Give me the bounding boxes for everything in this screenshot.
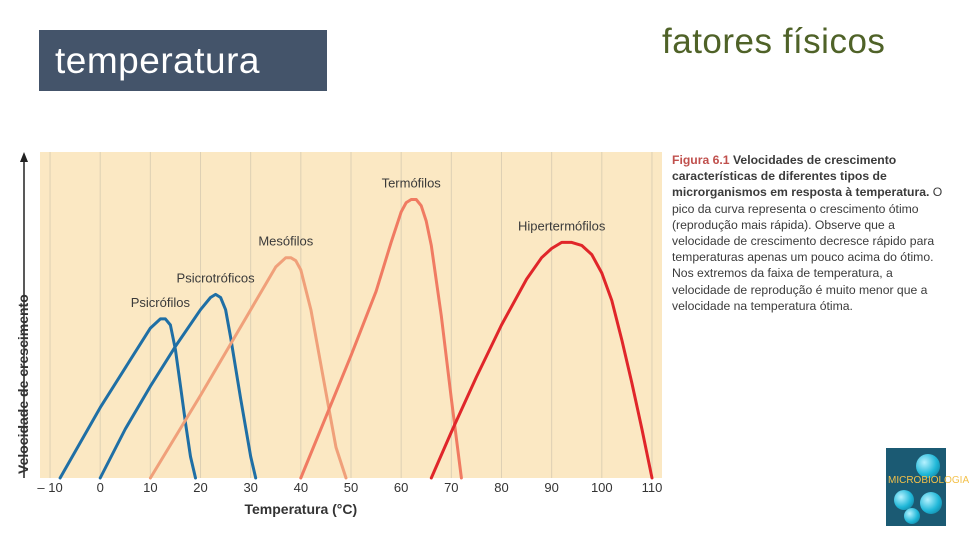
slide-title-box (39, 30, 327, 91)
slide-heading: fatores físicos (662, 22, 886, 61)
temperature-growth-chart (0, 140, 670, 530)
x-tick-label: – 10 (37, 480, 63, 495)
book-cover-text: MICROBIOLOGIA (888, 475, 969, 486)
slide-title: temperatura (55, 40, 260, 81)
caption-body-text: O pico da curva representa o crescimento ótimo (reprodução mais rápida). Observe que a velocidade de crescimento decresce rápido para temperaturas apenas um pouco acima do ótimo. Nos extremos da faixa de temperatura, a velocidade de reprodução é muito menor que a velocidade na temperatura ótima. (672, 185, 943, 313)
x-tick-label: 90 (544, 480, 559, 495)
x-tick-label: 40 (293, 480, 309, 495)
x-tick-label: 20 (193, 480, 208, 495)
x-tick-label: 10 (143, 480, 158, 495)
x-tick-label: 70 (444, 480, 459, 495)
bacteria-cell-icon (894, 490, 914, 510)
x-tick-label: 0 (96, 480, 104, 495)
series-label: Mesófilos (258, 233, 314, 249)
x-tick-label: 100 (590, 480, 613, 495)
series-label: Hipertermófilos (517, 218, 606, 234)
figure-caption (672, 152, 948, 314)
bacteria-cell-icon (904, 508, 920, 524)
x-tick-labels (37, 480, 662, 495)
figure-label: Figura 6.1 (672, 153, 730, 167)
series-label: Psicrotróficos (176, 270, 255, 286)
bacteria-cell-icon (920, 492, 942, 514)
x-tick-label: 30 (243, 480, 258, 495)
x-tick-label: 80 (494, 480, 509, 495)
x-tick-label: 110 (641, 480, 663, 495)
y-axis-label: Velocidade de crescimento (15, 294, 31, 474)
book-cover-image (886, 448, 969, 526)
x-tick-label: 50 (343, 480, 359, 495)
series-label: Termófilos (381, 175, 441, 191)
x-tick-label: 60 (393, 480, 409, 495)
series-label: Psicrófilos (130, 294, 191, 310)
y-axis-arrow-icon (20, 152, 28, 162)
caption-bold-text: Velocidades de crescimento características de diferentes tipos de microrganismos em resposta à temperatura. (672, 153, 930, 200)
x-axis-label: Temperatura (°C) (244, 501, 358, 517)
